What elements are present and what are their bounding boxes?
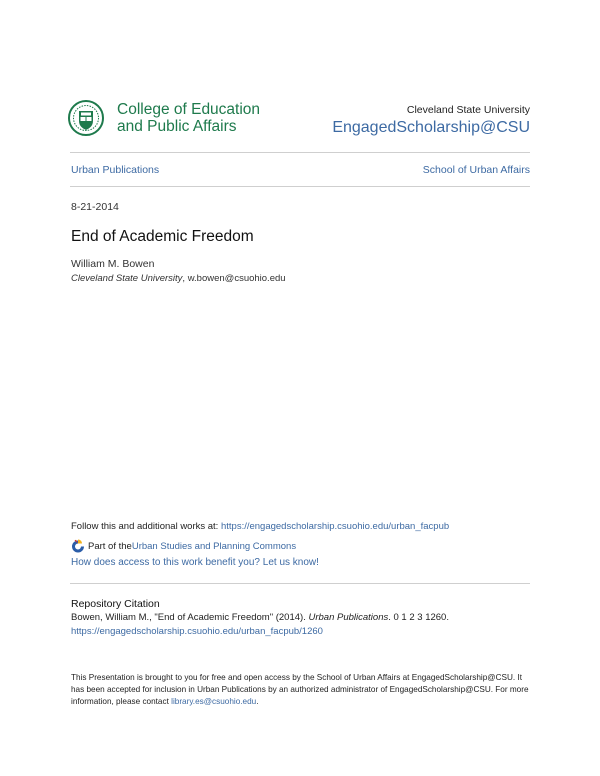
- citation-heading: Repository Citation: [71, 598, 160, 610]
- urban-publications-link[interactable]: Urban Publications: [71, 164, 160, 176]
- citation-text: [71, 612, 449, 623]
- urban-studies-commons-link[interactable]: Urban Studies and Planning Commons: [131, 540, 297, 552]
- university-name: Cleveland State University: [406, 104, 530, 116]
- author-affiliation: [71, 273, 286, 284]
- college-name-line1: College of Education: [117, 101, 261, 118]
- collection-url-link[interactable]: https://engagedscholarship.csuohio.edu/urban_facpub: [220, 521, 450, 532]
- divider-citation: [70, 583, 530, 584]
- bepress-commons-icon: [71, 539, 85, 553]
- affiliation-name: Cleveland State University: [71, 273, 183, 284]
- divider-top: [70, 152, 530, 153]
- school-of-urban-affairs-link[interactable]: School of Urban Affairs: [422, 164, 530, 176]
- part-of-prefix: Part of the: [88, 540, 132, 552]
- comma: ,: [182, 273, 188, 284]
- citation-suffix: . 0 1 2 3 1260.: [388, 612, 449, 623]
- author-email: w.bowen@csuohio.edu: [187, 273, 286, 284]
- follow-prefix: Follow this and additional works at:: [71, 521, 221, 532]
- citation-journal: Urban Publications: [308, 612, 389, 623]
- divider-nav: [70, 186, 530, 187]
- author-name: William M. Bowen: [71, 258, 155, 270]
- publication-date: 8-21-2014: [71, 201, 119, 213]
- follow-line: [71, 521, 449, 532]
- access-statement: [71, 672, 536, 708]
- college-seal-logo-icon: [68, 100, 104, 136]
- college-name[interactable]: [117, 101, 260, 135]
- access-statement-text: This Presentation is brought to you for free and open access by the School of Urban Affairs at EngagedScholarship@CSU. It has been accepted for inclusion in Urban Publications by an authorized administrator of EngagedScholarship@CSU. For more information, please contact: [71, 673, 529, 706]
- document-title: End of Academic Freedom: [71, 228, 254, 245]
- part-of-line: [71, 539, 296, 553]
- citation-url-link[interactable]: https://engagedscholarship.csuohio.edu/urban_facpub/1260: [71, 626, 323, 637]
- contact-email-link[interactable]: library.es@csuohio.edu: [171, 697, 257, 706]
- citation-prefix: Bowen, William M., "End of Academic Freedom" (2014).: [71, 612, 309, 623]
- repository-link[interactable]: EngagedScholarship@CSU: [332, 119, 530, 136]
- college-name-line2: and Public Affairs: [117, 118, 237, 135]
- benefit-feedback-link[interactable]: How does access to this work benefit you? Let us know!: [71, 557, 319, 568]
- access-statement-end: .: [256, 697, 259, 706]
